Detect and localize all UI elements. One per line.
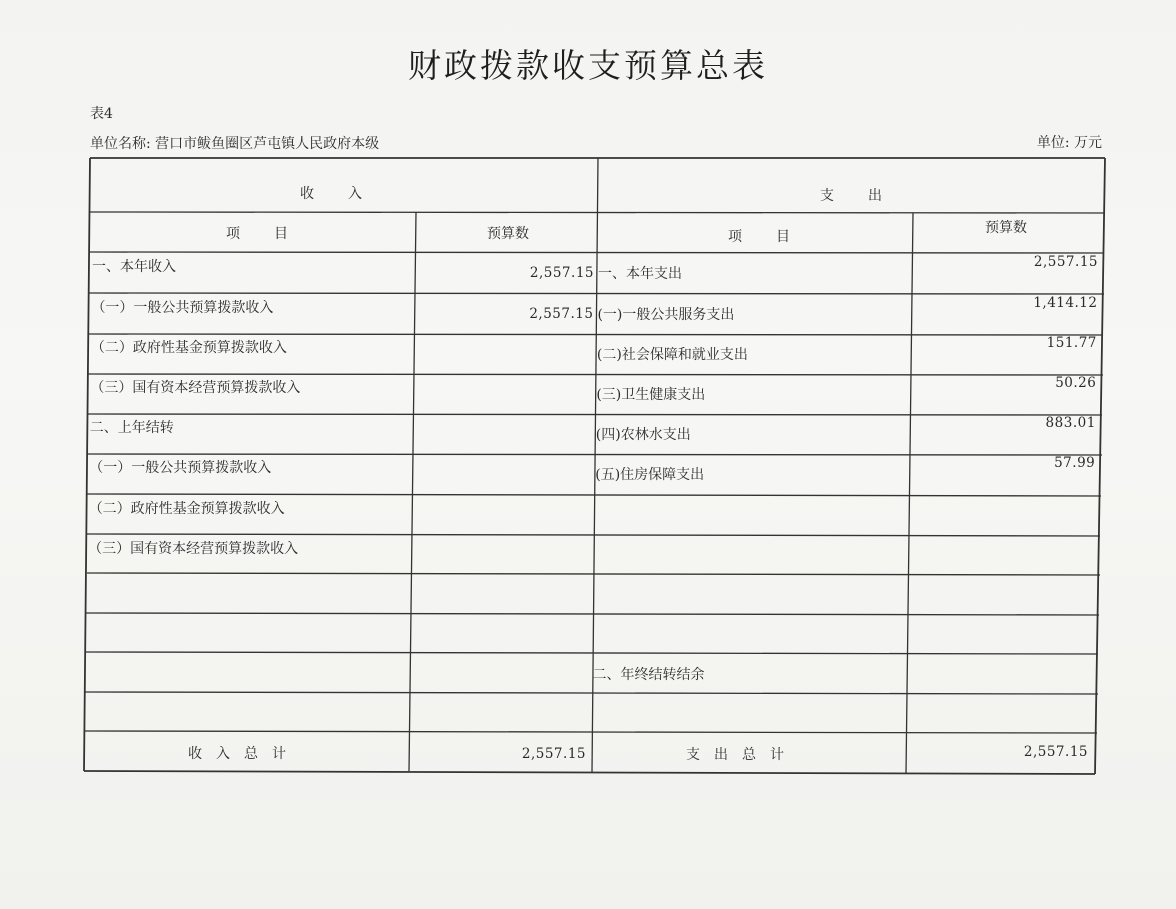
income-item-header: 项 目 <box>226 226 290 242</box>
expense-total-value: 2,557.15 <box>1023 744 1088 760</box>
expense-header: 支 出 <box>820 188 884 204</box>
expense-item-value: 50.26 <box>1055 375 1097 391</box>
income-header: 收 入 <box>300 186 364 202</box>
income-total-label: 收入总计 <box>188 746 300 762</box>
table-number: 表4 <box>90 106 113 122</box>
expense-item-value: 1,414.12 <box>1033 295 1098 311</box>
income-item-label: （二）政府性基金预算拨款收入 <box>90 340 287 356</box>
income-total-value: 2,557.15 <box>521 746 586 762</box>
income-item-value: 2,557.15 <box>529 265 594 281</box>
income-budget-header: 预算数 <box>487 226 529 242</box>
expense-item-value: 883.01 <box>1045 415 1096 431</box>
expense-item-header: 项 目 <box>728 229 792 245</box>
expense-item-label: (一)一般公共服务支出 <box>597 307 735 323</box>
expense-item-label: (四)农林水支出 <box>595 427 691 443</box>
expense-item-label: 一、本年支出 <box>598 266 682 282</box>
income-item-label: （三）国有资本经营预算拨款收入 <box>88 541 299 557</box>
expense-item-label: (三)卫生健康支出 <box>596 387 706 403</box>
expense-item-value: 151.77 <box>1046 335 1097 351</box>
expense-item-value: 57.99 <box>1054 455 1096 471</box>
expense-budget-header: 预算数 <box>985 220 1027 236</box>
expense-total-label: 支出总计 <box>686 747 798 763</box>
income-item-label: （一）一般公共预算拨款收入 <box>91 300 274 316</box>
expense-item-value: 2,557.15 <box>1033 254 1098 270</box>
expense-item-label: (二)社会保障和就业支出 <box>596 347 748 363</box>
expense-item-label: 二、年终结转结余 <box>592 667 705 683</box>
income-item-label: （二）政府性基金预算拨款收入 <box>88 501 285 517</box>
income-item-label: 一、本年收入 <box>92 259 176 275</box>
income-item-value: 2,557.15 <box>529 306 594 322</box>
page-title: 财政拨款收支预算总表 <box>408 46 768 85</box>
expense-item-label: (五)住房保障支出 <box>595 467 705 483</box>
unit-name: 单位名称: 营口市鲅鱼圈区芦屯镇人民政府本级 <box>90 136 380 152</box>
currency-unit: 单位: 万元 <box>1036 135 1102 151</box>
income-item-label: （三）国有资本经营预算拨款收入 <box>90 380 301 396</box>
income-item-label: （一）一般公共预算拨款收入 <box>89 460 272 476</box>
income-item-label: 二、上年结转 <box>89 420 174 436</box>
